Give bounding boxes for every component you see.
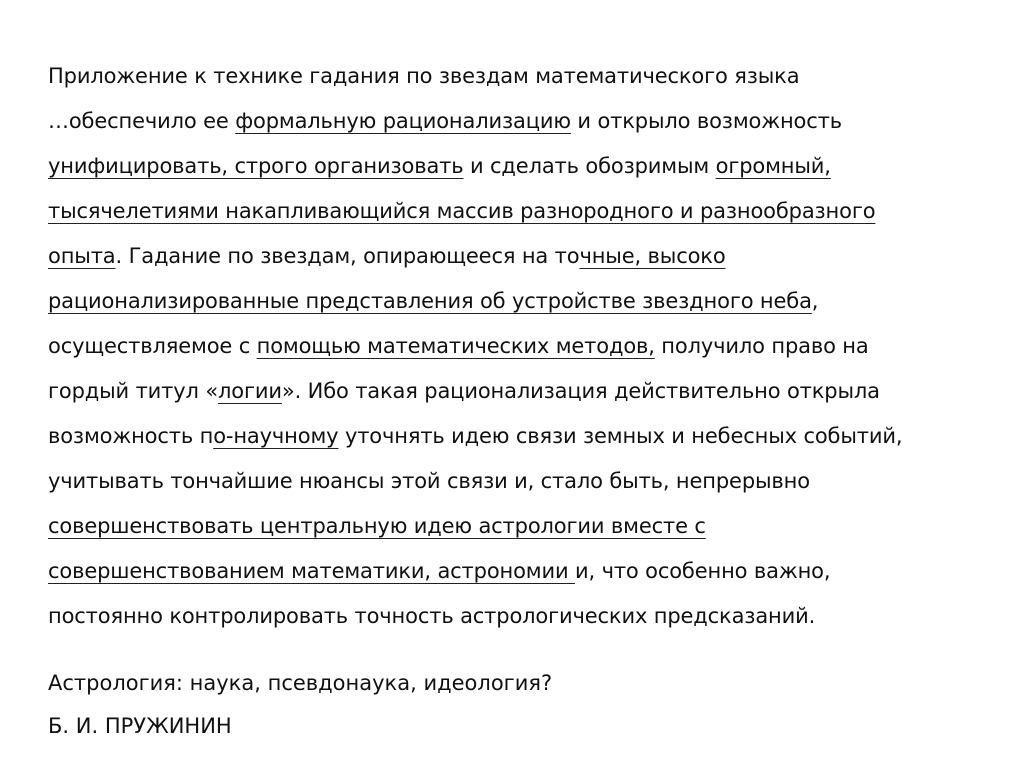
underlined-phrase: унифицировать, строго организовать <box>48 154 464 178</box>
text-segment: ». Ибо такая рационализация действительно открыла <box>281 379 880 403</box>
paragraph-line <box>48 54 1008 99</box>
underlined-phrase: о-научному <box>213 424 339 448</box>
paragraph-line <box>48 99 1008 144</box>
paragraph-line <box>48 459 1008 504</box>
text-segment: возможность п <box>48 424 214 448</box>
text-segment: постоянно контролировать точность астрологических предсказаний. <box>48 604 816 628</box>
underlined-phrase: огромный, <box>715 154 831 178</box>
underlined-phrase: помощью математических методов, <box>256 334 655 358</box>
text-segment: , <box>811 289 819 313</box>
text-segment: осуществляемое с <box>48 334 257 358</box>
paragraph-line <box>48 144 1008 189</box>
paragraph-line <box>48 414 1008 459</box>
source-author: Б. И. ПРУЖИНИН <box>48 714 232 738</box>
source-title: Астрология: наука, псевдонаука, идеология? <box>48 671 553 695</box>
text-segment: и сделать обозримым <box>463 154 716 178</box>
paragraph-line <box>48 504 1008 549</box>
source-caption <box>48 662 552 748</box>
underlined-phrase: опыта <box>48 244 116 268</box>
underlined-phrase: совершенствованием математики, астрономии <box>48 559 576 583</box>
quote-paragraph <box>48 54 1008 639</box>
paragraph-line <box>48 369 1008 414</box>
text-segment: и открыло возможность <box>570 109 842 133</box>
text-segment: получило право на <box>654 334 869 358</box>
paragraph-line <box>48 549 1008 594</box>
text-segment: . Гадание по звездам, опирающееся на то <box>115 244 580 268</box>
text-segment: учитывать тончайшие нюансы этой связи и, стало быть, непрерывно <box>48 469 810 493</box>
underlined-phrase: формальную рационализацию <box>235 109 571 133</box>
underlined-phrase: логии <box>218 379 282 403</box>
underlined-phrase: чные, высоко <box>579 244 726 268</box>
underlined-phrase: тысячелетиями накапливающийся массив разнородного и разнообразного <box>48 199 876 223</box>
paragraph-line <box>48 189 1008 234</box>
paragraph-line <box>48 279 1008 324</box>
text-segment: гордый титул « <box>48 379 219 403</box>
paragraph-line <box>48 234 1008 279</box>
underlined-phrase: рационализированные представления об устройстве звездного неба <box>48 289 812 313</box>
paragraph-line <box>48 594 1008 639</box>
underlined-phrase: совершенствовать центральную идею астрологии вместе с <box>48 514 706 538</box>
text-segment: …обеспечило ее <box>48 109 236 133</box>
paragraph-line <box>48 324 1008 369</box>
text-segment: и, что особенно важно, <box>575 559 831 583</box>
text-segment: Приложение к технике гадания по звездам математического языка <box>48 64 800 88</box>
text-segment: уточнять идею связи земных и небесных событий, <box>338 424 903 448</box>
